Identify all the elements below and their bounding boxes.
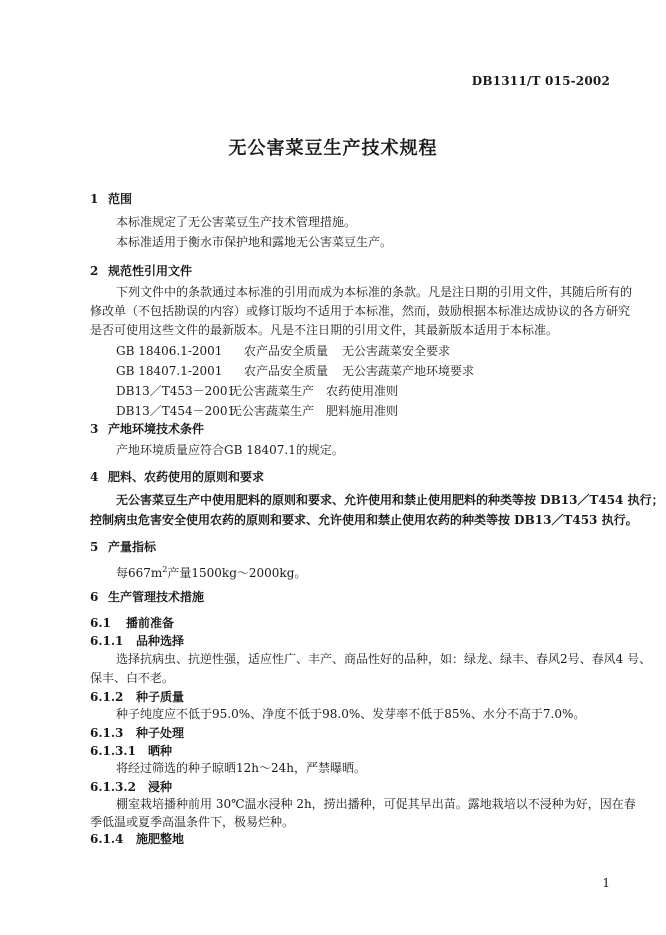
- paragraph: 种子纯度应不低于95.0%、净度不低于98.0%、发芽率不低于85%、水分不高于7.0%。: [116, 707, 586, 721]
- section-5-heading: 5 产量指标: [90, 540, 157, 554]
- standard-code: DB1311/T 015-2002: [471, 74, 610, 88]
- paragraph: 季低温或夏季高温条件下，极易烂种。: [90, 815, 295, 829]
- subsection-heading: 6.1.2 种子质量: [90, 690, 185, 704]
- subsection-heading: 6.1.1 品种选择: [90, 634, 185, 648]
- paragraph: 每$667m^2$产量1500kg～2000kg。: [116, 565, 307, 580]
- section-2-heading: 2 规范性引用文件: [90, 264, 193, 278]
- paragraph: 控制病虫危害安全使用农药的原则和要求、允许使用和禁止使用农药的种类等按 DB13／T453 执行。: [90, 513, 638, 527]
- paragraph: 产地环境质量应符合GB 18407.1的规定。: [116, 443, 344, 457]
- reference-item: GB 18406.1-2001 农产品安全质量 无公害蔬菜安全要求: [116, 344, 451, 358]
- paragraph: 选择抗病虫、抗逆性强，适应性广、丰产、商品性好的品种，如：绿龙、绿丰、春风2号、春风4 号、: [116, 652, 652, 666]
- subsection-heading: 6.1.3 种子处理: [90, 726, 185, 740]
- paragraph: 保丰、白不老。: [90, 671, 175, 685]
- paragraph: 无公害菜豆生产中使用肥料的原则和要求、允许使用和禁止使用肥料的种类等按 DB13／T454 执行；: [116, 493, 664, 507]
- paragraph: 本标准适用于衡水市保护地和露地无公害菜豆生产。: [116, 235, 393, 249]
- paragraph: 本标准规定了无公害菜豆生产技术管理措施。: [116, 215, 357, 229]
- paragraph: 将经过筛选的种子晾晒12h～24h，严禁曝晒。: [116, 761, 366, 775]
- reference-item: GB 18407.1-2001 农产品安全质量 无公害蔬菜产地环境要求: [116, 364, 475, 378]
- page-number: 1: [602, 876, 610, 890]
- subsection-heading: 6.1.4 施肥整地: [90, 832, 185, 846]
- reference-item: DB13／T453－2001无公害蔬菜生产 农药使用准则: [116, 384, 399, 398]
- page-title: 无公害菜豆生产技术规程: [228, 138, 438, 159]
- section-3-heading: 3 产地环境技术条件: [90, 422, 205, 436]
- paragraph: 棚室栽培播种前用 30℃温水浸种 2h，捞出播种，可促其早出苗。露地栽培以不浸种为好，因在春: [116, 797, 636, 811]
- subsection-heading: 6.1 播前准备: [90, 616, 175, 630]
- paragraph: 是否可使用这些文件的最新版本。凡是不注日期的引用文件，其最新版本适用于本标准。: [90, 323, 559, 337]
- paragraph: 下列文件中的条款通过本标准的引用而成为本标准的条款。凡是注日期的引用文件，其随后所有的: [116, 285, 633, 299]
- section-4-heading: 4 肥料、农药使用的原则和要求: [90, 470, 265, 484]
- subsection-heading: 6.1.3.1 晒种: [90, 744, 173, 758]
- subsection-heading: 6.1.3.2 浸种: [90, 780, 173, 794]
- section-6-heading: 6 生产管理技术措施: [90, 590, 205, 604]
- paragraph: 修改单（不包括勘误的内容）或修订版均不适用于本标准，然而，鼓励根据本标准达成协议的各方研究: [90, 304, 631, 318]
- reference-item: DB13／T454－2001无公害蔬菜生产 肥料施用准则: [116, 404, 399, 418]
- section-1-heading: 1 范围: [90, 192, 133, 206]
